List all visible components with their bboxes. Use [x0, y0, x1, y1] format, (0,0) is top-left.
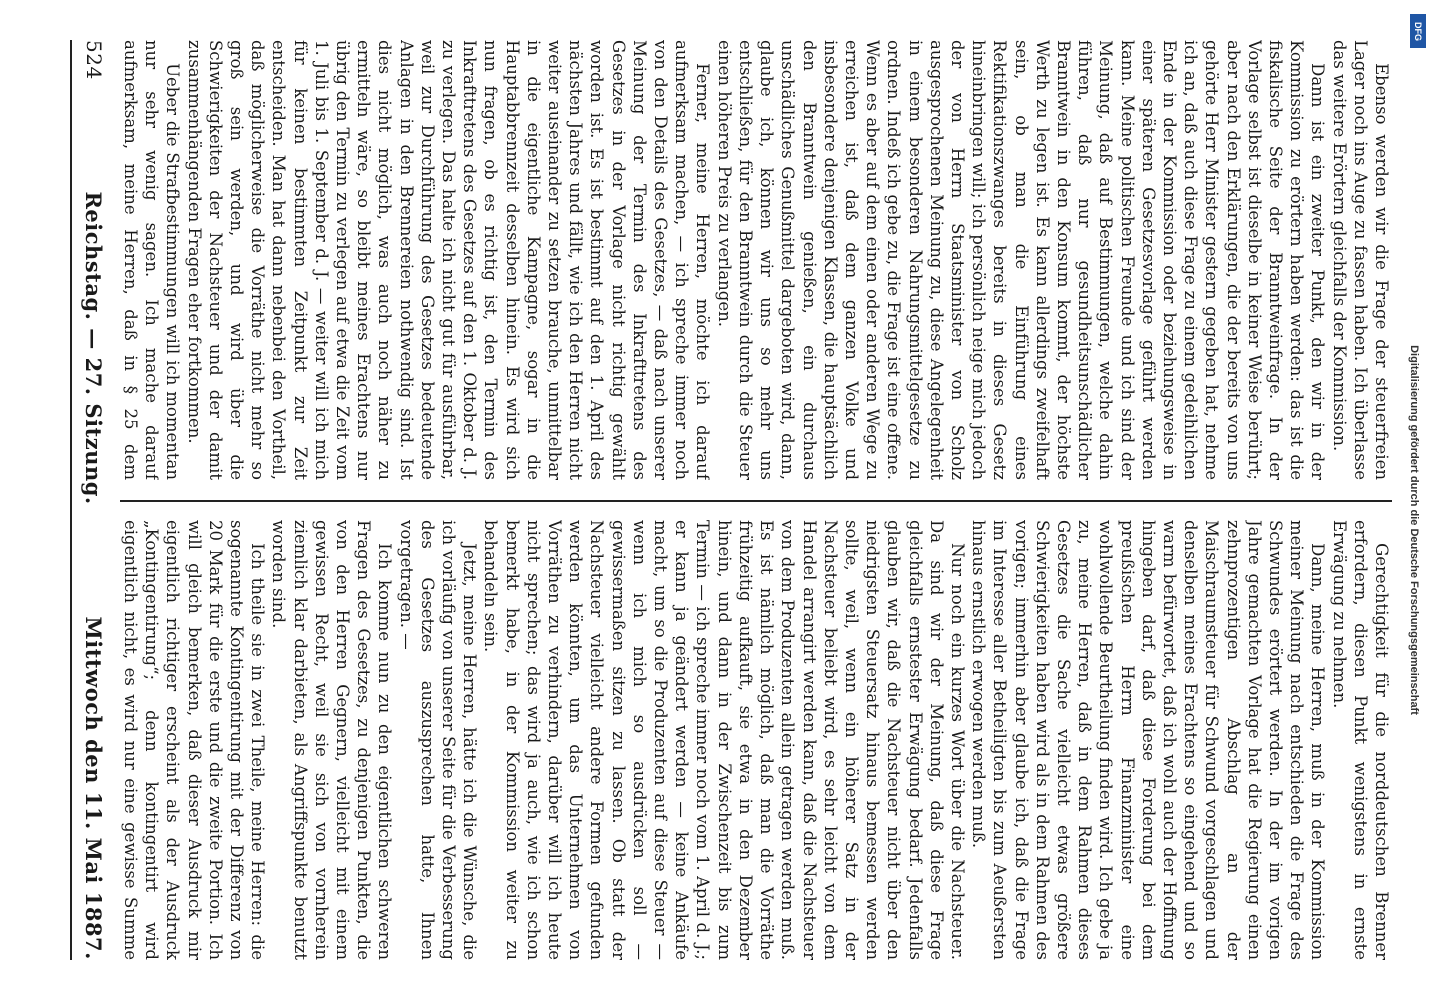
dfg-badge [1410, 14, 1426, 48]
header-rule [70, 40, 72, 960]
paragraph: Gerechtigkeit für die norddeutschen Brenner erfordern, diesen Punkt wenigstens in ernste Erwägung zu nehmen. [1329, 520, 1391, 960]
digitization-note-text: Digitalisierung gefördert durch die Deutsche Forschungsgemeinschaft [1408, 345, 1420, 715]
dfg-badge-label: DFG [1413, 21, 1423, 41]
paragraph: Jetzt, meine Herren, hätte ich die Wünsche, die ich vorläufig von unserer Seite für die Verbesserung des Gesetzes auszusprechen hatte, Ihnen vorgetragen. — [396, 520, 480, 960]
text-column-left [120, 40, 1392, 480]
paragraph: Ich komme nun zu den eigentlichen schweren Fragen des Gesetzes, zu denjenigen Punkten, die von den Herren Gegnern, vielleicht mit einem gewissen Recht, weil sie sich von vornherein ziemlich klar darbieten, als Angriffspunkte benutzt worden sind. [269, 520, 395, 960]
page-header [76, 40, 112, 960]
paragraph: Dann ist ein zweiter Punkt, den wir in der Kommission zu erörtern haben werden: das ist die fiskalische Seite der Branntweinfrage. In der Vorlage selbst ist dieselbe in keiner Weise berührt; aber nach den Erklärungen, die der bereits von uns gehörte Herr Minister gestern gegeben hat, nehme ich an, daß auch diese Frage zu einem gedeihlichen Ende in der Kommission oder beziehungsweise in einer späteren Gesetzesvorlage geführt werden kann. Meine politischen Freunde und ich sind der Meinung, daß auf Bestimmungen, welche dahin führen, daß nur gesundheitsunschädlicher Branntwein in den Konsum kommt, der höchste Werth zu legen ist. Es kann allerdings zweifelhaft sein, ob man die Einführung eines Rektifikationszwanges bereits in dieses Gesetz hineinbringen will; ich persönlich neige mich jedoch der von Herrn Staatsminister von Scholz ausgesprochenen Meinung zu, diese Angelegenheit in einem besonderen Nahrungsmittelgesetze zu ordnen. Indeß ich gebe zu, die Frage ist eine offene. Wenn es aber auf dem einen oder anderen Wege zu erreichen ist, daß dem ganzen Volke und insbesondere denjenigen Klassen, die hauptsächlich den Branntwein genießen, ein durchaus unschädliches Genußmittel dargeboten wird, dann, glaube ich, können wir uns so mehr uns entschließen, für den Branntwein durch die Steuer einen höheren Preis zu verlangen. [714, 40, 1328, 480]
text-column-right [120, 520, 1392, 960]
session-date: Mittwoch den 11. Mai 1887. [81, 616, 107, 960]
column-divider [120, 500, 1392, 502]
digitization-note [1404, 100, 1424, 960]
paragraph: Ich theile sie in zwei Theile, meine Herren: die sogenannte Kontingentirung mit der Differenz von 20 Mark für die erste und die zweite Portion. Ich will gleich bemerken, daß dieser Ausdruck mir eigentlich richtiger erscheint als der Ausdruck „Kontingentirung“; denn kontingentirt wird eigentlich nicht, es wird nur eine gewisse Summe [121, 520, 268, 960]
paragraph: Ferner, meine Herren, möchte ich darauf aufmerksam machen, — ich spreche immer noch von den Details des Gesetzes, — daß nach unserer Meinung der Termin des Inkrafttretens des Gesetzes in der Vorlage nicht richtig gewählt worden ist. Es ist bestimmt auf den 1. April des nächsten Jahres und fällt, wie ich den Herren nicht weiter auseinander zu setzen brauche, unmittelbar in die eigentliche Kampagne, sogar in die Hauptabbrennzeit desselben hinein. Es wird sich nun fragen, ob es richtig ist, den Termin des Inkrafttretens des Gesetzes auf den 1. Oktober d. J. zu verlegen. Das halte ich nicht gut für ausführbar, weil zur Durchführung des Gesetzes bedeutende Anlagen in den Brennereien nothwendig sind. Ist dies nicht möglich, was auch noch näher zu ermitteln wäre, so bleibt meines Erachtens nur übrig den Termin zu verlegen auf etwa die Zeit vom 1. Juli bis 1. September d. J. — weiter will ich mich für keinen bestimmten Zeitpunkt zur Zeit entscheiden. Man hat dann nebenbei den Vortheil, daß möglicherweise die Vorräthe nicht mehr so groß sein werden, und wird über die Schwierigkeiten der Nachsteuer und der damit zusammenhängenden Fragen eher fortkommen. [184, 40, 713, 480]
paragraph: Ueber die Strafbestimmungen will ich momentan nur sehr wenig sagen. Ich mache darauf aufmerksam, meine Herren, daß in § 25 dem [121, 40, 183, 480]
paragraph: Nur noch ein kurzes Wort über die Nachsteuer. Da sind wir der Meinung, daß diese Frage gleichfalls ernstester Erwägung bedarf. Jedenfalls glauben wir, daß die Nachsteuer nicht über den niedrigsten Steuersatz hinaus bemessen werden sollte, weil, wenn ein höherer Satz in der Nachsteuer beliebt wird, es sehr leicht von dem Handel arrangirt werden kann, daß die Nachsteuer von dem Produzenten allein getragen werden muß. Es ist nämlich möglich, daß man die Vorräthe frühzeitig aufkauft, sie etwa in den Dezember hinein, und dann in der Zwischenzeit bis zum Termin — ich spreche immer noch vom 1. April d. J.; er kann ja geändert werden — keine Ankäufe macht, um so die Produzenten auf diese Steuer — wenn ich mich so ausdrücken soll — gewissermaßen sitzen zu lassen. Ob statt der Nachsteuer vielleicht andere Formen gefunden werden könnten, um das Unternehmen von Vorräthen zu verhindern, darüber will ich heute nicht sprechen; das wird ja auch, wie ich schon bemerkt habe, in der Kommission weiter zu behandeln sein. [481, 520, 967, 960]
paragraph: Ebenso werden wir die Frage der steuerfreien Lager noch ins Auge zu fassen haben. Ich überlasse das weitere Erörtern gleichfalls der Kommission. [1329, 40, 1391, 480]
paragraph: Dann, meine Herren, muß in der Kommission meiner Meinung nach entschieden die Frage des Schwundes erörtert werden. In der im vorigen Jahre gemachten Vorlage hat die Regierung einen zehnprozentigen Abschlag an der Maischraumsteuer für Schwund vorgeschlagen und denselben meines Erachtens so eingehend und so warm befürwortet, daß ich wohl auch der Hoffnung hingeben darf, daß diese Forderung bei dem preußischen Herrn Finanzminister eine wohlwollende Beurtheilung finden wird. Ich gebe ja zu, meine Herren, daß in dem Rahmen dieses Gesetzes die Sache vielleicht etwas größere Schwierigkeiten haben wird als in dem Rahmen des vorigen; immerhin aber glaube ich, daß die Frage im Interesse aller Betheiligten bis zum Aeußersten hinaus ernstlich erwogen werden muß. [969, 520, 1328, 960]
page-number: 524 [82, 40, 106, 80]
session-title: Reichstag. — 27. Sitzung. [81, 191, 107, 505]
